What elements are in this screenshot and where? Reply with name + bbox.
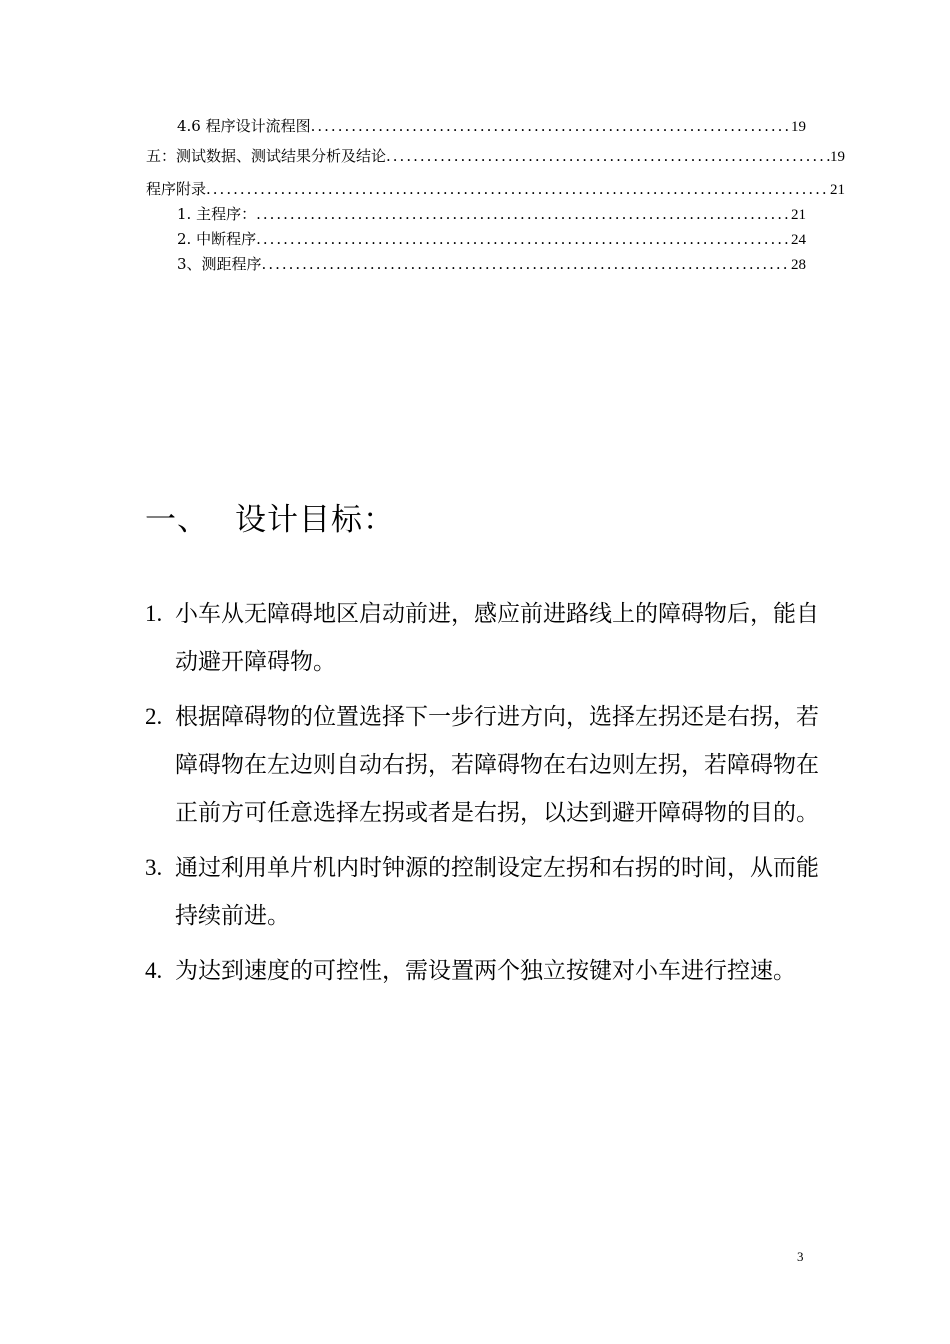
toc-leader-dots bbox=[262, 255, 791, 273]
toc-leader-dots bbox=[311, 117, 791, 135]
toc-entry-page: 19 bbox=[830, 149, 845, 165]
toc-entry-page: 21 bbox=[791, 207, 806, 223]
list-item-text: 根据障碍物的位置选择下一步行进方向，选择左拐还是右拐，若障碍物在左边则自动右拐，若障碍物在右边则左拐，若障碍物在正前方可任意选择左拐或者是右拐，以达到避开障碍物的目的。 bbox=[175, 704, 819, 826]
list-item-number: 2. bbox=[145, 704, 163, 729]
list-item-number: 3. bbox=[145, 855, 163, 880]
toc-entry-page: 24 bbox=[791, 232, 806, 248]
toc-entry[interactable] bbox=[177, 205, 806, 224]
section-number: 一、 bbox=[145, 502, 209, 538]
list-item-text: 通过利用单片机内时钟源的控制设定左拐和右拐的时间，从而能持续前进。 bbox=[175, 855, 819, 929]
toc-entry-label: 1. 主程序： bbox=[177, 205, 257, 223]
list-item-number: 1. bbox=[145, 601, 163, 626]
toc-leader-dots bbox=[386, 147, 830, 165]
list-item-text: 为达到速度的可控性，需设置两个独立按键对小车进行控速。 bbox=[175, 958, 796, 984]
list-item bbox=[145, 693, 825, 837]
toc-entry-label: 4.6 程序设计流程图 bbox=[177, 117, 311, 135]
toc-leader-dots bbox=[206, 180, 830, 198]
toc-entry-label: 2. 中断程序 bbox=[177, 230, 257, 248]
toc-entry[interactable] bbox=[177, 255, 806, 274]
toc-entry[interactable] bbox=[146, 147, 845, 166]
list-item-number: 4. bbox=[145, 958, 163, 983]
toc-leader-dots bbox=[256, 205, 791, 223]
toc-entry-page: 19 bbox=[791, 119, 806, 135]
design-goals-list bbox=[145, 590, 825, 1002]
toc-leader-dots bbox=[256, 230, 791, 248]
toc-entry[interactable] bbox=[146, 180, 845, 199]
toc-entry-page: 28 bbox=[791, 257, 806, 273]
toc-entry-label: 3、测距程序 bbox=[177, 255, 262, 273]
page-number: 3 bbox=[797, 1249, 804, 1264]
list-item-text: 小车从无障碍地区启动前进，感应前进路线上的障碍物后，能自动避开障碍物。 bbox=[175, 601, 819, 675]
toc-entry-label: 五：测试数据、测试结果分析及结论 bbox=[146, 147, 387, 165]
list-item bbox=[145, 947, 825, 995]
list-item bbox=[145, 844, 825, 940]
toc-entry[interactable] bbox=[177, 230, 806, 249]
section-heading bbox=[145, 500, 395, 540]
toc-entry-label: 程序附录 bbox=[146, 180, 207, 198]
section-title: 设计目标： bbox=[235, 502, 395, 538]
toc-entry-page: 21 bbox=[830, 182, 845, 198]
list-item bbox=[145, 590, 825, 686]
toc-entry[interactable] bbox=[177, 117, 806, 136]
